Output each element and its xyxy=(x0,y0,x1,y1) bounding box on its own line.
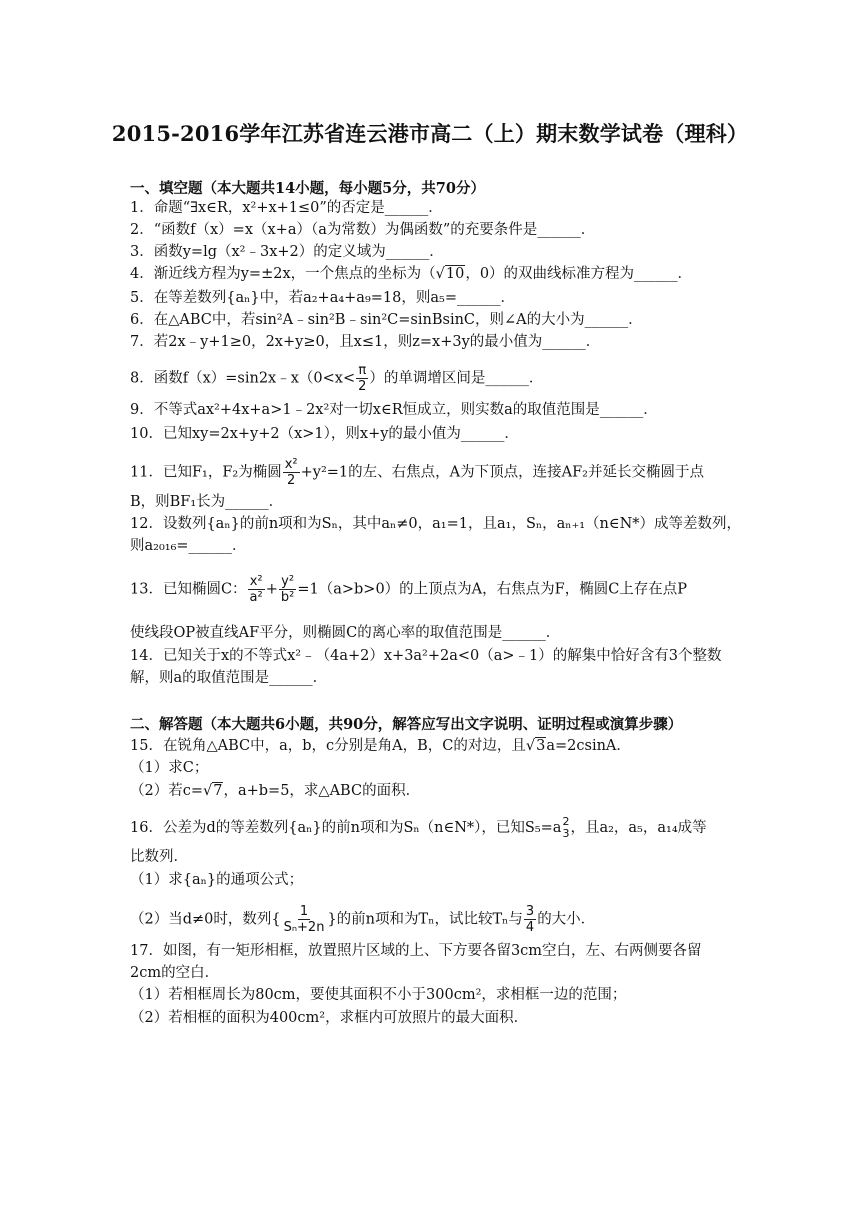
q4-text-a: 4．渐近线方程为y=±2x，一个焦点的坐标为（ xyxy=(130,266,436,282)
question-5: 5．在等差数列{aₙ}中，若a₂+a₄+a₉=18，则a₅=______． xyxy=(130,290,515,306)
plus-sign: + xyxy=(265,581,278,598)
q16-2-denominator: Sₙ+2n xyxy=(283,920,325,935)
question-13 xyxy=(130,574,730,605)
question-14: 14．已知关于x的不等式x²﹣（4a+2）x+3a²+2a<0（a>﹣1）的解集中恰好含有3个整数 xyxy=(130,648,722,664)
section1-heading: 一、填空题（本大题共14小题，每小题5分，共70分） xyxy=(130,180,485,197)
question-16-part1: （1）求{aₙ}的通项公式； xyxy=(130,872,304,888)
question-10: 10．已知xy=2x+y+2（x>1），则x+y的最小值为______． xyxy=(130,426,519,442)
q11-numerator: x² xyxy=(284,457,298,472)
question-3: 3．函数y=lg（x²﹣3x+2）的定义域为______． xyxy=(130,244,444,260)
q16-2-fraction xyxy=(282,904,327,935)
q15-radicand: 3 xyxy=(536,738,546,754)
q8-text-a: 8．函数f（x）=sin2x﹣x（0<x< xyxy=(130,370,356,387)
question-11-cont: B，则BF₁长为______． xyxy=(130,494,284,510)
q15-2-radicand: 7 xyxy=(213,783,223,799)
question-17-part1: （1）若相框周长为80cm，要使其面积不小于300cm²，求相框一边的范围； xyxy=(130,987,627,1003)
q11-denominator: 2 xyxy=(287,473,296,488)
question-15 xyxy=(130,737,730,755)
q13-text-a: 13．已知椭圆C： xyxy=(130,581,247,598)
q16-denominator: 3 xyxy=(562,827,570,840)
q16-numerator: 2 xyxy=(562,815,570,828)
q16-2-text-c: 的大小． xyxy=(537,911,596,928)
q8-numerator: π xyxy=(358,363,367,378)
q15-2-text-a: （2）若c= xyxy=(130,783,203,799)
q16-2-numerator: 1 xyxy=(299,904,309,919)
sqrt-symbol: √ xyxy=(435,266,445,282)
question-1: 1．命题“∃x∈R，x²+x+1≤0”的否定是______． xyxy=(130,200,443,216)
question-15-part2 xyxy=(130,782,730,800)
q8-text-b: ）的单调增区间是______． xyxy=(369,370,544,387)
q15-text-a: 15．在锐角△ABC中，a，b，c分别是角A，B，C的对边，且 xyxy=(130,738,526,754)
q8-fraction xyxy=(356,363,368,394)
question-8 xyxy=(130,363,730,394)
question-13-cont: 使线段OP被直线AF平分，则椭圆C的离心率的取值范围是______． xyxy=(130,625,561,641)
section2-heading: 二、解答题（本大题共6小题，共90分，解答应写出文字说明、证明过程或演算步骤） xyxy=(130,716,683,733)
question-17-part2: （2）若相框的面积为400cm²，求框内可放照片的最大面积． xyxy=(130,1010,529,1026)
q16-2-text-a: （2）当d≠0时，数列{ xyxy=(130,911,281,928)
question-16 xyxy=(130,816,730,840)
q16-2-fraction-compare xyxy=(524,904,536,935)
q11-fraction xyxy=(283,457,300,488)
q4-text-b: ，0）的双曲线标准方程为______． xyxy=(465,266,693,282)
q16-text-a: 16．公差为d的等差数列{aₙ}的前n项和为Sₙ（n∈N*），已知S₅=a xyxy=(130,820,562,836)
question-6: 6．在△ABC中，若sin²A﹣sin²B﹣sin²C=sinBsinC，则∠A的大小为______． xyxy=(130,312,643,328)
question-4 xyxy=(130,265,730,283)
q16-2-text-b: }的前n项和为Tₙ，试比较Tₙ与 xyxy=(327,911,523,928)
q16-2-numerator-compare: 3 xyxy=(525,904,535,919)
q13-numerator-x: x² xyxy=(249,574,263,589)
q16-fraction xyxy=(562,816,569,840)
question-17: 17．如图，有一矩形相框，放置照片区域的上、下方要各留3cm空白，左、右两侧要各留 xyxy=(130,943,702,959)
q16-2-denominator-compare: 4 xyxy=(525,920,535,935)
question-16-part2 xyxy=(130,904,730,935)
question-12-cont: 则a₂₀₁₆=______． xyxy=(130,538,247,554)
q13-text-b: =1（a>b>0）的上顶点为A，右焦点为F，椭圆C上存在点P xyxy=(297,581,688,598)
q13-denominator-a: a² xyxy=(249,590,263,605)
question-12: 12．设数列{aₙ}的前n项和为Sₙ，其中aₙ≠0，a₁=1，且a₁，Sₙ，aₙ₊₁（n∈N*）成等差数列， xyxy=(130,516,742,532)
q15-2-text-b: ，a+b=5，求△ABC的面积． xyxy=(223,783,421,799)
question-7: 7．若2x﹣y+1≥0，2x+y≥0，且x≤1，则z=x+3y的最小值为______． xyxy=(130,334,601,350)
q11-text-b: +y²=1的左、右焦点，A为下顶点，连接AF₂并延长交椭圆于点 xyxy=(300,464,704,481)
question-2: 2．“函数f（x）=x（x+a）（a为常数）为偶函数”的充要条件是______． xyxy=(130,222,596,238)
q11-text-a: 11．已知F₁，F₂为椭圆 xyxy=(130,464,282,481)
q13-fraction-x xyxy=(248,574,265,605)
sqrt-symbol: √ xyxy=(525,738,536,754)
q13-denominator-b: b² xyxy=(280,590,295,605)
q15-text-b: a=2csinA． xyxy=(546,738,631,754)
q8-denominator: 2 xyxy=(358,379,367,394)
q16-text-b: ，且a₂，a₅，a₁₄成等 xyxy=(570,820,707,836)
question-14-cont: 解，则a的取值范围是______． xyxy=(130,670,328,686)
exam-title: 2015-2016学年江苏省连云港市高二（上）期末数学试卷（理科） xyxy=(111,121,749,146)
q13-fraction-y xyxy=(279,574,296,605)
question-9: 9．不等式ax²+4x+a>1﹣2x²对一切x∈R恒成立，则实数a的取值范围是______． xyxy=(130,402,658,418)
question-11 xyxy=(130,457,730,488)
sqrt-symbol: √ xyxy=(203,783,213,799)
question-15-part1: （1）求C； xyxy=(130,760,209,776)
question-17-cont: 2cm的空白． xyxy=(130,965,220,981)
question-16-cont: 比数列． xyxy=(130,849,188,865)
q13-numerator-y: y² xyxy=(281,574,295,589)
q4-radicand: 10 xyxy=(445,266,465,282)
